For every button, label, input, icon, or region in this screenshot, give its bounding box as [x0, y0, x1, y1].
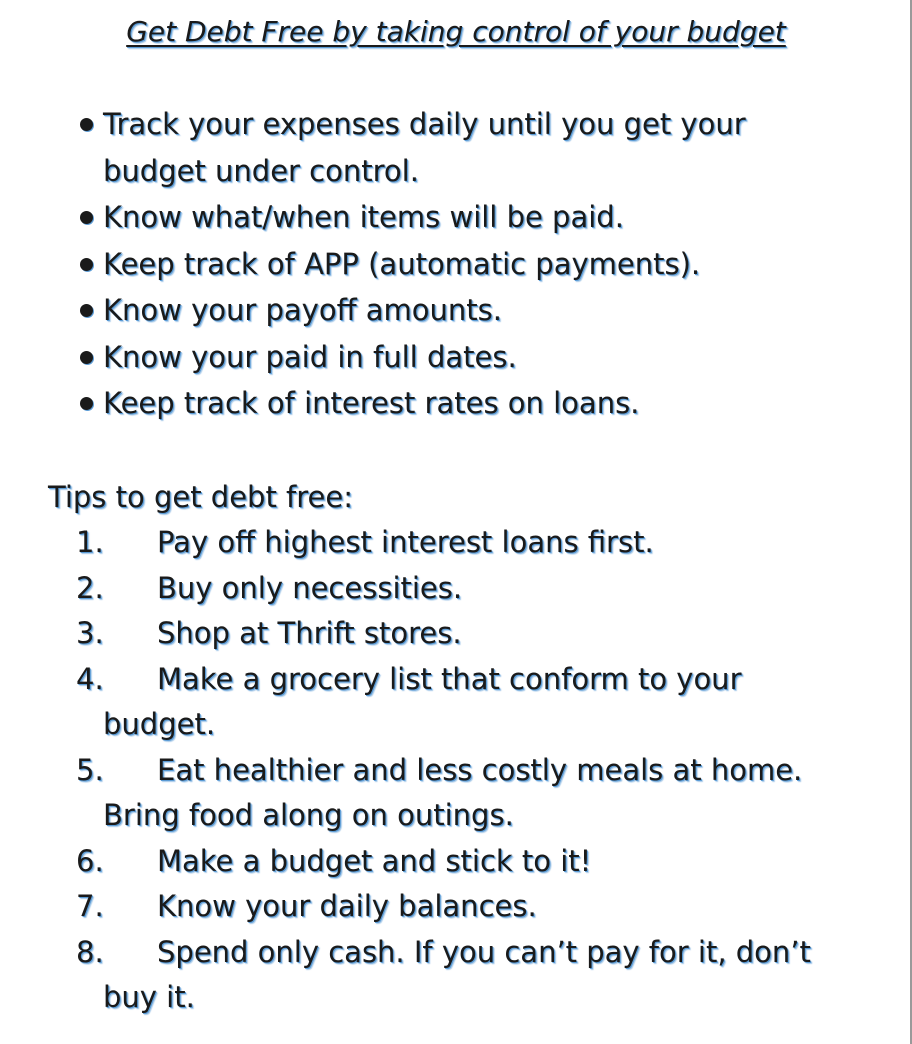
bullet-dot-icon	[80, 351, 93, 364]
bullet-item	[0, 194, 803, 241]
tip-item	[0, 520, 811, 566]
bullet-dot-icon	[80, 304, 93, 317]
tip-number: 7.	[76, 889, 104, 923]
tip-item	[0, 884, 811, 930]
tip-item	[0, 930, 811, 1021]
tip-number: 4.	[76, 661, 104, 696]
tip-text: Eat healthier and less costly meals at home.	[157, 752, 803, 787]
bullet-dot-icon	[80, 397, 93, 410]
tip-text: Spend only cash. If you can’t pay for it, don’t	[157, 934, 811, 969]
tip-text: Know your daily balances.	[157, 889, 537, 923]
tip-text: Shop at Thrift stores.	[157, 616, 462, 650]
tip-number: 3.	[76, 616, 104, 650]
tip-text-continued: budget.	[103, 707, 216, 741]
tip-number: 6.	[76, 843, 104, 878]
bullet-item	[0, 241, 803, 288]
bullet-dot-icon	[80, 118, 93, 131]
bullet-text: Keep track of interest rates on loans.	[103, 386, 640, 420]
page-title: Get Debt Free by taking control of your budget	[126, 15, 786, 48]
tip-item	[0, 611, 811, 657]
tip-text: Pay off highest interest loans first.	[157, 525, 654, 559]
bullet-item	[0, 380, 803, 427]
tips-list	[0, 520, 811, 1021]
tip-item	[0, 748, 811, 839]
tip-number: 5.	[76, 752, 104, 787]
bullet-dot-icon	[80, 258, 93, 271]
bullet-text: Know your payoff amounts.	[103, 293, 503, 327]
bullet-text: Keep track of APP (automatic payments).	[103, 246, 701, 281]
tip-text-continued: buy it.	[103, 980, 195, 1014]
tip-text: Buy only necessities.	[157, 570, 463, 605]
bullet-text: Know what/when items will be paid.	[103, 200, 624, 234]
tip-number: 2.	[76, 570, 104, 605]
tip-item	[0, 839, 811, 885]
tip-item	[0, 657, 811, 748]
bullet-item	[0, 101, 803, 194]
tip-text: Make a budget and stick to it!	[157, 843, 592, 878]
bullet-text: Know your paid in full dates.	[103, 339, 517, 374]
bullet-dot-icon	[80, 211, 93, 224]
tip-item	[0, 566, 811, 612]
bullet-item	[0, 287, 803, 334]
tip-number: 1.	[76, 525, 104, 559]
bullet-item	[0, 334, 803, 381]
bullet-list	[0, 101, 803, 427]
tip-number: 8.	[76, 934, 104, 969]
tip-text-continued: Bring food along on outings.	[103, 798, 514, 832]
bullet-text: Track your expenses daily until you get your budget under control.	[103, 107, 746, 188]
tips-heading: Tips to get debt free:	[48, 480, 353, 514]
tip-text: Make a grocery list that conform to your	[157, 661, 742, 696]
